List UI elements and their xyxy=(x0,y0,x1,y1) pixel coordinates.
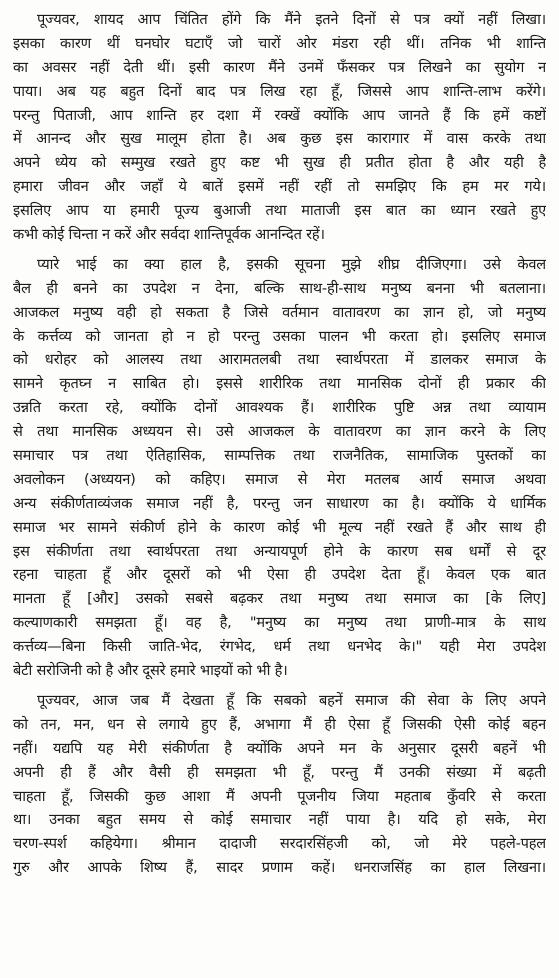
paragraph-2 xyxy=(13,253,546,683)
paragraph-3 xyxy=(13,689,546,880)
text-line: गुरु और आपके शिष्य हैं, सादर प्रणाम कहें। धनराजसिंह का हाल लिखना। xyxy=(13,859,546,877)
text-line: पाया। अब यह बहुत दिनों बाद पत्र लिख रहा हूँ, जिससे आप शान्ति-लाभ करेंगे। xyxy=(13,82,546,100)
paragraph-1 xyxy=(13,8,546,247)
text-line: मानता हूँ [और] उसको सबसे बढ़कर तथा मनुष्य तथा समाज का [के लिए] xyxy=(13,590,546,608)
text-line: पूज्यवर, शायद आप चिंतित होंगे कि मैंने इतने दिनों से पत्र क्यों नहीं लिखा। xyxy=(37,11,546,28)
text-line: रहना चाहता हूँ और दूसरों को भी ऐसा ही उपदेश देता हूँ। केवल एक बात xyxy=(13,566,546,584)
text-line: अपनी ही हैं और वैसी ही समझता भी हूँ, परन्तु मैं उनकी संख्या में बढ़ती xyxy=(13,763,546,781)
text-line: परन्तु पिताजी, आप शान्ति हर दशा में रक्खें क्योंकि आप जानते हैं कि हमें कष्टों xyxy=(13,106,546,124)
text-line: प्यारे भाई का क्या हाल है, इसकी सूचना मुझे शीघ्र दीजिएगा। उसे केवल xyxy=(37,255,546,273)
text-line: का अवसर नहीं देती थीं। इसी कारण मैंने उनमें फँसकर पत्र लिखने का सुयोग न xyxy=(13,58,546,76)
text-line: कल्याणकारी समझता हूँ। वह है, "मनुष्य का मनुष्य तथा प्राणी-मात्र के साथ xyxy=(13,614,546,632)
text-line: को धरोहर को आलस्य तथा आरामतलबी तथा स्वार्थपरता में डालकर समाज के xyxy=(13,351,546,369)
text-line: अवलोकन (अध्ययन) को कहिए। समाज से मेरा मतलब आर्य समाज अथवा xyxy=(13,470,546,488)
text-line: बेटी सरोजिनी को है और दूसरे हमारे भाइयों को भी है। xyxy=(13,662,288,680)
text-line: अपने ध्येय को सम्मुख रखते हुए कष्ट भी सुख ही प्रतीत होता है और यही है xyxy=(13,154,546,172)
text-line: चाहता हूँ, जिसकी कुछ आशा मैं अपनी पूजनीय जिया महताब कुँवरि से करता xyxy=(13,787,546,805)
text-line: समाचार पत्र तथा ऐतिहासिक, साम्पत्तिक तथा राजनैतिक, सामाजिक पुस्तकों का xyxy=(13,447,546,465)
text-line: इस संकीर्णता तथा स्वार्थपरता तथा अन्यायपूर्ण होने के कारण सब धर्मों से दूर xyxy=(13,542,546,560)
text-line: के कर्त्तव्य को जानता हो न हो परन्तु उसका पालन भी करता हो। इसलिए समाज xyxy=(13,327,546,345)
text-line: सामने कृतघ्न न साबित हो। इससे शारीरिक तथा मानसिक दोनों ही प्रकार की xyxy=(13,375,546,393)
text-line: था। उनका बहुत समय से कोई समाचार नहीं पाया है। यदि हो सके, मेरा xyxy=(13,811,546,829)
text-line: इसका कारण थीं घनघोर घटाएँ जो चारों ओर मंडरा रही थीं। तनिक भी शान्ति xyxy=(13,34,546,52)
text-line: नहीं। यद्यपि यह मेरी संकीर्णता है क्योंकि अपने मन के अनुसार दूसरी बहनें भी xyxy=(13,739,546,757)
text-line: बैल ही बनने का उपदेश न देना, बल्कि साथ-ही-साथ मनुष्य बनना भी बतलाना। xyxy=(13,279,546,297)
text-line: कभी कोई चिन्ता न करें और सर्वदा शान्तिपूर्वक आनन्दित रहें। xyxy=(13,226,325,244)
text-line: हमारा जीवन और जहाँ ये बातें इसमें नहीं रहीं तो समझिए कि हम मर गये। xyxy=(13,178,546,196)
text-line: समाज भर सामने संकीर्ण होने के कारण कोई भी मूल्य नहीं रखते हैं और साथ ही xyxy=(13,518,546,536)
text-line: को तन, मन, धन से लगाये हुए हैं, अभागा मैं ही ऐसा हूँ जिसकी ऐसी कोई बहन xyxy=(13,715,546,733)
text-line: इसलिए आप या हमारी पूज्य बुआजी तथा माताजी इस बात का ध्यान रखते हुए xyxy=(13,202,546,220)
text-line: में आनन्द और सुख मालूम होता है। अब कुछ इस कारागार में वास करके तथा xyxy=(13,130,546,148)
text-line: पूज्यवर, आज जब मैं देखता हूँ कि सबको बहनें समाज की सेवा के लिए अपने xyxy=(37,691,546,709)
text-line: चरण-स्पर्श कहियेगा। श्रीमान दादाजी सरदारसिंहजी को, जो मेरे पहले-पहल xyxy=(13,835,546,853)
text-line: आजकल मनुष्य वही हो सकता है जिसे वर्तमान वातावरण का ज्ञान हो, जो मनुष्य xyxy=(13,303,546,321)
text-line: उन्नति करता रहे, क्योंकि दोनों आवश्यक हैं। शारीरिक पुष्टि अन्न तथा व्यायाम xyxy=(13,399,546,417)
text-line: से तथा मानसिक अध्ययन से। उसे आजकल के वातावरण का ज्ञान करने के लिए xyxy=(13,423,546,441)
text-line: कर्त्तव्य—बिना किसी जाति-भेद, रंगभेद, धर्म तथा धनभेद के।" यही मेरा उपदेश xyxy=(13,638,546,656)
text-line: अन्य संकीर्णताव्यंजक समाज नहीं है, परन्तु जन साधारण का है। क्योंकि ये धार्मिक xyxy=(13,494,546,512)
